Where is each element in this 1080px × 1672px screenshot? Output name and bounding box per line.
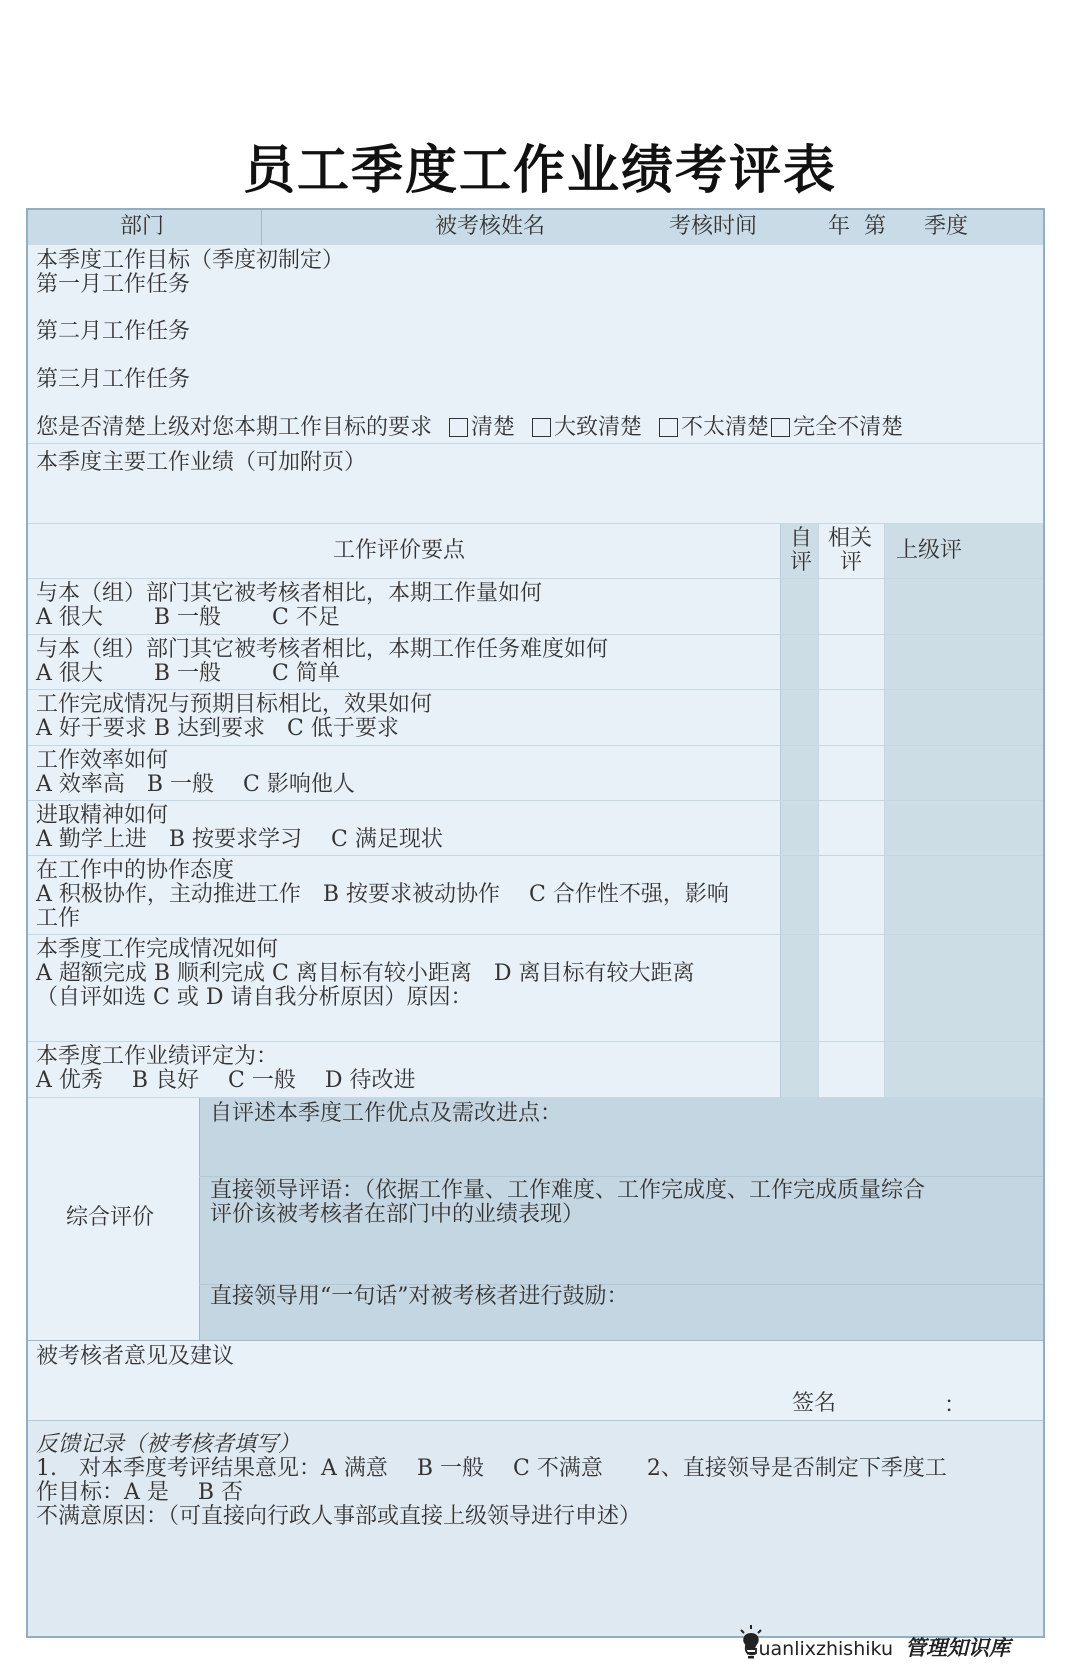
eval-item-3-options: A 好于要求 B 达到要求 C 低于要求 xyxy=(36,716,399,741)
col-supervisor-header: 上级评 xyxy=(896,538,963,563)
feedback-line-2: 作目标：A 是 B 否 xyxy=(36,1480,244,1505)
year-label: 年 xyxy=(828,214,851,239)
self-rating-column[interactable] xyxy=(780,524,818,1097)
eval-item-4-question: 工作效率如何 xyxy=(36,748,169,773)
signature-label: 签名 xyxy=(792,1391,837,1416)
checkbox-clear[interactable] xyxy=(449,418,468,437)
eval-item-2-options: A 很大 B 一般 C 简单 xyxy=(36,661,340,686)
evaluation-form xyxy=(26,208,1045,1638)
page-title: 员工季度工作业绩考评表 xyxy=(242,141,837,201)
opinion-label: 被考核者意见及建议 xyxy=(36,1344,235,1369)
achievements-label: 本季度主要工作业绩（可加附页） xyxy=(36,450,367,475)
eval-item-3-question: 工作完成情况与预期目标相比，效果如何 xyxy=(36,692,433,717)
supervisor-rating-column[interactable] xyxy=(884,524,1043,1097)
eval-item-4-options: A 效率高 B 一般 C 影响他人 xyxy=(36,772,355,797)
col-peer-header-2: 评 xyxy=(840,550,863,575)
encouragement-prompt: 直接领导用“一句话”对被考核者进行鼓励： xyxy=(210,1284,629,1309)
checkbox-not-clear[interactable] xyxy=(659,418,678,437)
leader-comment-prompt-cont: 评价该被考核者在部门中的业绩表现） xyxy=(210,1202,585,1227)
peer-rating-column[interactable] xyxy=(818,524,884,1097)
time-label: 考核时间 xyxy=(669,214,758,239)
name-label: 被考核姓名 xyxy=(435,214,546,239)
eval-item-5-options: A 勤学上进 B 按要求学习 C 满足现状 xyxy=(36,827,443,852)
goal-clarity-question xyxy=(36,415,903,441)
option-clear: 清楚 xyxy=(471,415,516,440)
eval-item-1-question: 与本（组）部门其它被考核者相比，本期工作量如何 xyxy=(36,581,543,606)
signature-colon: ： xyxy=(944,1393,967,1418)
dept-label: 部门 xyxy=(120,214,165,239)
eval-item-7-note: （自评如选 C 或 D 请自我分析原因）原因： xyxy=(36,985,473,1010)
footer-brand-cn: 管理知识库 xyxy=(905,1635,1010,1660)
summary-label: 综合评价 xyxy=(66,1205,155,1230)
leader-comment-prompt: 直接领导评语：（依据工作量、工作难度、工作完成度、工作完成质量综合 xyxy=(210,1178,926,1203)
eval-item-6-question: 在工作中的协作态度 xyxy=(36,858,235,883)
checkbox-mostly-clear[interactable] xyxy=(532,418,551,437)
quarter-label: 季度 xyxy=(924,214,969,239)
option-totally-unclear: 完全不清楚 xyxy=(793,415,904,440)
goals-heading: 本季度工作目标（季度初制定） xyxy=(36,248,345,273)
eval-item-8-question: 本季度工作业绩评定为： xyxy=(36,1044,279,1069)
col-self-header-2: 评 xyxy=(790,550,813,575)
month1-tasks: 第一月工作任务 xyxy=(36,272,191,297)
col-points-header: 工作评价要点 xyxy=(333,538,466,563)
month3-tasks: 第三月工作任务 xyxy=(36,367,191,392)
eval-item-6-options: A 积极协作，主动推进工作 B 按要求被动协作 C 合作性不强，影响 xyxy=(36,882,729,907)
eval-item-7-options: A 超额完成 B 顺利完成 C 离目标有较小距离 D 离目标有较大距离 xyxy=(36,961,695,986)
self-review-prompt: 自评述本季度工作优点及需改进点： xyxy=(210,1101,563,1126)
footer-brand-latin: Guanlixzhishiku xyxy=(743,1638,893,1660)
feedback-title: 反馈记录（被考核者填写） xyxy=(36,1432,301,1457)
eval-item-7-question: 本季度工作完成情况如何 xyxy=(36,937,279,962)
di-label: 第 xyxy=(864,214,887,239)
eval-item-2-question: 与本（组）部门其它被考核者相比，本期工作任务难度如何 xyxy=(36,637,609,662)
feedback-line-1: 1. 对本季度考评结果意见：A 满意 B 一般 C 不满意 2、直接领导是否制定下季度工 xyxy=(36,1456,947,1481)
feedback-line-3: 不满意原因：（可直接向行政人事部或直接上级领导进行申述） xyxy=(36,1504,642,1529)
checkbox-totally-unclear[interactable] xyxy=(771,418,790,437)
eval-item-5-question: 进取精神如何 xyxy=(36,803,169,828)
month2-tasks: 第二月工作任务 xyxy=(36,319,191,344)
option-not-clear: 不太清楚 xyxy=(681,415,770,440)
col-peer-header-1: 相关 xyxy=(828,526,873,551)
option-mostly-clear: 大致清楚 xyxy=(554,415,643,440)
eval-item-6-options-cont: 工作 xyxy=(36,906,81,931)
eval-item-8-options: A 优秀 B 良好 C 一般 D 待改进 xyxy=(36,1068,416,1093)
goal-clarity-text: 您是否清楚上级对您本期工作目标的要求 xyxy=(36,415,433,440)
col-self-header-1: 自 xyxy=(790,526,813,551)
eval-item-1-options: A 很大 B 一般 C 不足 xyxy=(36,605,340,630)
footer-brand xyxy=(744,1632,1010,1662)
